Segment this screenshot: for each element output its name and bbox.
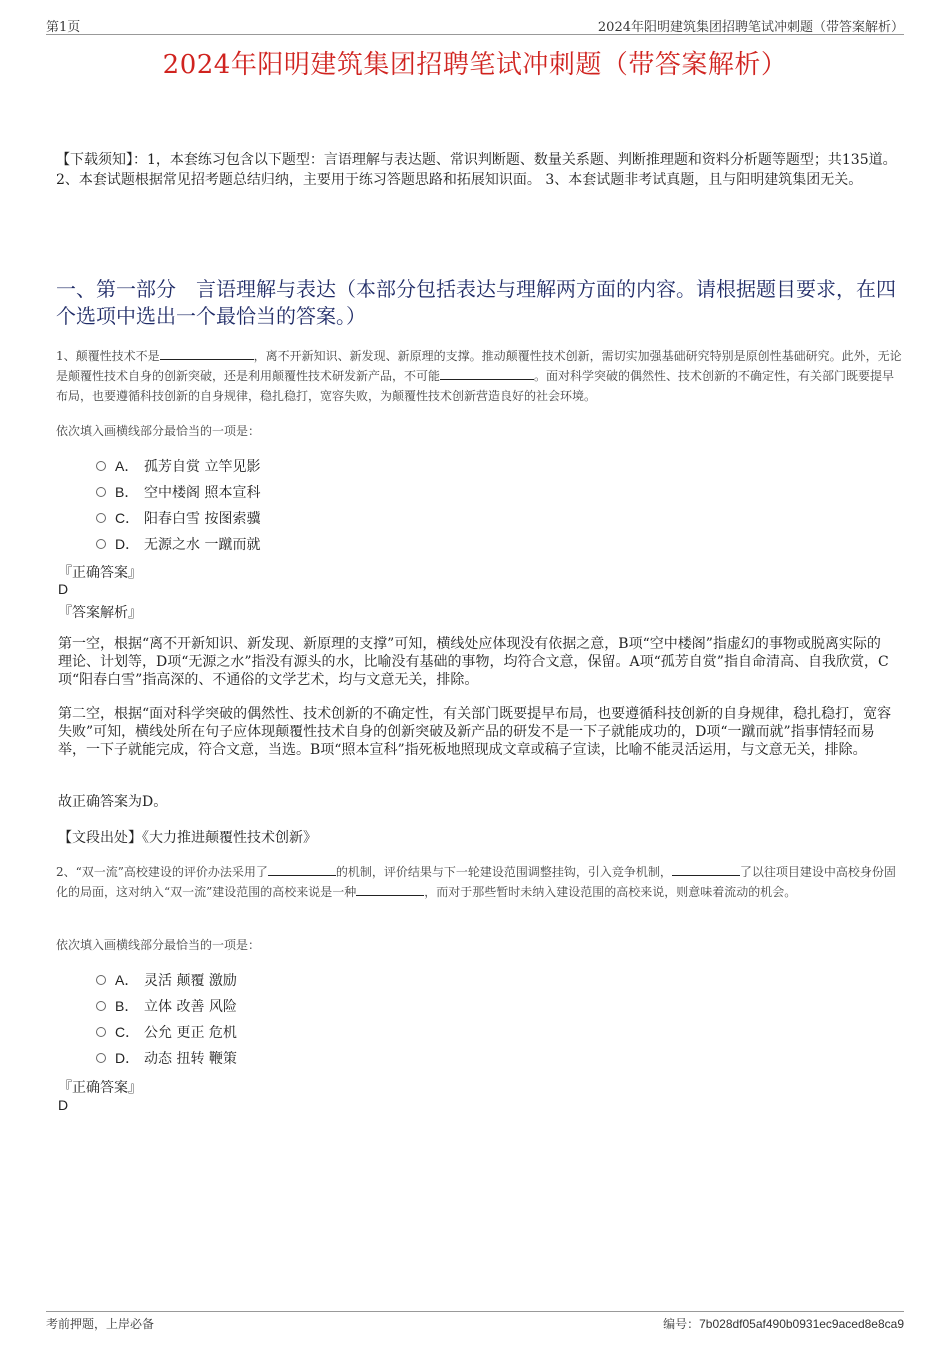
radio-icon[interactable] — [96, 1053, 106, 1063]
option-letter: A． — [115, 458, 139, 474]
radio-icon[interactable] — [96, 975, 106, 985]
option-text: 空中楼阁 照本宣科 — [144, 485, 261, 501]
page-header — [46, 14, 904, 35]
fill-blank — [356, 882, 424, 896]
footer-slogan: 考前押题，上岸必备 — [46, 1317, 155, 1331]
code-value: 7b028df05af490b0931ec9aced8e8ca9 — [699, 1317, 904, 1331]
q2-text-part: ，而对于那些暂时未纳入建设范围的高校来说，则意味着流动的机会。 — [424, 885, 797, 899]
q1-text-part: 1、颠覆性技术不是 — [56, 349, 160, 363]
passage-source: 【文段出处】《大力推进颠覆性技术创新》 — [58, 830, 317, 846]
option-text: 灵活 颠覆 激励 — [144, 973, 237, 989]
option-letter: B． — [115, 484, 139, 500]
option-letter: D． — [115, 536, 140, 552]
document-code — [663, 1315, 904, 1332]
analysis-label: 『答案解析』 — [58, 605, 142, 621]
q1-text-part: 。面对科学突破的偶然性、技术创新的不确定性，有关部门既要提早布局，也要遵循科技创新的自身规律，稳扎稳打，宽容失败，为颠覆性技术创新营造良好的社会环境。 — [56, 369, 895, 403]
q2-text-part: 2、“双一流”高校建设的评价办法采用了 — [56, 865, 268, 879]
analysis-conclusion: 故正确答案为D。 — [58, 794, 168, 810]
fill-blank — [672, 862, 740, 876]
question-2-text — [56, 862, 902, 902]
analysis-paragraph-2: 第二空，根据“面对科学突破的偶然性、技术创新的不确定性，有关部门既要提早布局，也要遵循科技创新的自身规律，稳扎稳打，宽容失败”可知，横线处所在句子应体现颠覆性技术自身的创新突破及新产品的研发不是一下子就能成功的，D项“一蹴而就”指事情轻而易举，一下子就能完成，符合文意，当选。B项“照本宣科”指死板地照现成文章或稿子宣读，比喻不能灵活运用，与文意无关，排除。 — [58, 706, 892, 758]
fill-blank — [160, 346, 254, 360]
question-2-instruction: 依次填入画横线部分最恰当的一项是： — [56, 938, 261, 952]
q2-text-part: 的机制，评价结果与下一轮建设范围调整挂钩，引入竞争机制， — [335, 865, 672, 879]
option-letter: B． — [115, 998, 139, 1014]
section-heading: 一、第一部分 言语理解与表达（本部分包括表达与理解两方面的内容。请根据题目要求，在四个选项中选出一个最恰当的答案。） — [56, 277, 896, 328]
radio-icon[interactable] — [96, 1027, 106, 1037]
page-footer — [46, 1311, 904, 1332]
radio-icon[interactable] — [96, 513, 106, 523]
option-text: 动态 扭转 鞭策 — [144, 1051, 237, 1067]
radio-icon[interactable] — [96, 539, 106, 549]
analysis-paragraph-1: 第一空，根据“离不开新知识、新发现、新原理的支撑”可知，横线处应体现没有依据之意，B项“空中楼阁”指虚幻的事物或脱离实际的理论、计划等，D项“无源之水”指没有源头的水，比喻没有基础的事物，均符合文意，保留。A项“孤芳自赏”指自命清高、自我欣赏，C项“阳春白雪”指高深的、不通俗的文学艺术，均与文意无关，排除。 — [58, 636, 889, 688]
correct-answer-label: 『正确答案』 — [58, 565, 142, 581]
radio-icon[interactable] — [96, 461, 106, 471]
question-1-instruction: 依次填入画横线部分最恰当的一项是： — [56, 424, 261, 438]
option-text: 阳春白雪 按图索骥 — [144, 511, 261, 527]
correct-answer-label: 『正确答案』 — [58, 1080, 142, 1096]
page-number: 第1页 — [46, 20, 81, 35]
header-doc-title: 2024年阳明建筑集团招聘笔试冲刺题（带答案解析） — [597, 20, 904, 35]
option-letter: C． — [115, 510, 140, 526]
option-text: 孤芳自赏 立竿见影 — [144, 459, 261, 475]
document-title: 2024年阳明建筑集团招聘笔试冲刺题（带答案解析） — [162, 50, 788, 80]
fill-blank — [268, 862, 336, 876]
code-label: 编号： — [663, 1317, 700, 1331]
option-letter: C． — [115, 1024, 140, 1040]
option-letter: D． — [115, 1050, 140, 1066]
fill-blank — [440, 366, 534, 380]
option-text: 立体 改善 风险 — [144, 999, 237, 1015]
q2-text-part: 了以往项目建设中高校身份固化的局面，这对纳入“双一流”建设范围的高校来说是一种 — [56, 865, 896, 899]
download-notice: 【下载须知】：1，本套练习包含以下题型：言语理解与表达题、常识判断题、数量关系题、判断推理题和资料分析题等题型；共135道。 2、本套试题根据常见招考题总结归纳，主要用于练习答题思路和拓展知识面。 3、本套试题非考试真题，且与阳明建筑集团无关。 — [56, 152, 897, 188]
radio-icon[interactable] — [96, 487, 106, 497]
correct-answer: D — [58, 581, 69, 597]
radio-icon[interactable] — [96, 1001, 106, 1011]
option-text: 无源之水 一蹴而就 — [144, 537, 261, 553]
correct-answer: D — [58, 1097, 69, 1113]
option-letter: A． — [115, 972, 139, 988]
question-1-text — [56, 346, 902, 406]
option-text: 公允 更正 危机 — [144, 1025, 237, 1041]
q1-text-part: ，离不开新知识、新发现、新原理的支撑。推动颠覆性技术创新，需切实加强基础研究特别是原创性基础研究。此外，无论是颠覆性技术自身的创新突破，还是利用颠覆性技术研发新产品，不可能 — [56, 349, 902, 383]
